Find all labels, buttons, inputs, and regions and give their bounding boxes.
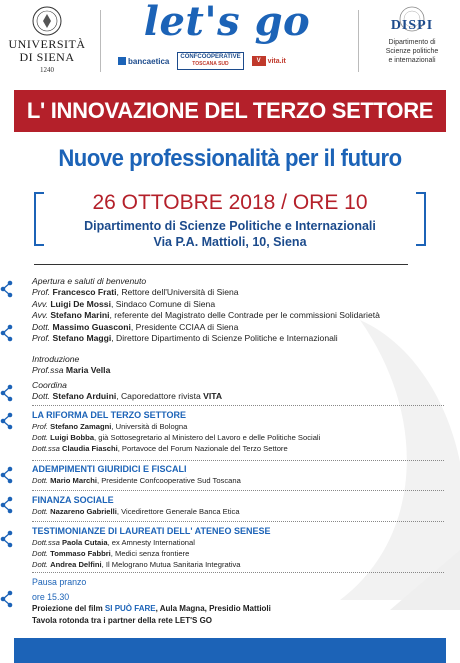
- section-divider: [32, 572, 444, 573]
- share-icon: [0, 412, 14, 430]
- vita-logo: V vita.it: [252, 56, 286, 66]
- section-divider: [32, 490, 444, 491]
- dispi-logo: [372, 6, 452, 65]
- header-divider-right: [358, 10, 359, 72]
- intro-row: Prof.ssa Maria Vella: [32, 365, 111, 376]
- section-heading: LA RIFORMA DEL TERZO SETTORE: [32, 410, 187, 420]
- opening-row: Avv. Stefano Marini, referente del Magistrato delle Contrade per le commissioni Solidarietà: [32, 310, 380, 321]
- header: [0, 0, 460, 82]
- section-heading: ADEMPIMENTI GIURIDICI E FISCALI: [32, 464, 187, 474]
- confcooperative-logo: CONFCOOPERATIVE TOSCANA SUD: [177, 52, 243, 70]
- roundtable: Tavola rotonda tra i partner della rete LET'S GO: [32, 616, 213, 625]
- section-finanza: [32, 494, 452, 517]
- share-icon: [0, 324, 14, 342]
- university-name-line2: DI SIENA: [19, 50, 75, 64]
- dispi-acronym: DISPI: [390, 18, 434, 33]
- intro-block: [32, 354, 452, 377]
- section-divider: [32, 460, 444, 461]
- section-heading: FINANZA SOCIALE: [32, 495, 114, 505]
- section-row: Dott. Mario Marchi, Presidente Confcooperative Sud Toscana: [32, 476, 241, 485]
- event-department: Dipartimento di Scienze Politiche e Internazionali: [84, 219, 376, 233]
- afternoon-time: ore 15.30: [32, 592, 70, 602]
- afternoon-block: [32, 576, 452, 627]
- opening-row: Prof. Stefano Maggi, Direttore Dipartimento di Scienze Politiche e Internazionali: [32, 333, 338, 344]
- section-row: Dott. Luigi Bobba, già Sottosegretario al Ministero del Lavoro e delle Politiche Sociali: [32, 433, 321, 442]
- section-row: Dott.ssa Paola Cutaia, ex Amnesty International: [32, 538, 195, 547]
- section-divider: [32, 521, 444, 522]
- section-row: Dott. Nazareno Gabrielli, Vicedirettore Generale Banca Etica: [32, 507, 240, 516]
- footer-bar: [14, 638, 446, 663]
- share-icon: [0, 384, 14, 402]
- event-date: 26 OTTOBRE 2018 / ORE 10: [92, 191, 368, 214]
- share-icon: [0, 590, 14, 608]
- section-row: Prof. Stefano Zamagni, Università di Bologna: [32, 422, 188, 431]
- section-adempimenti: [32, 463, 452, 486]
- header-rule: [34, 264, 408, 265]
- opening-heading: Apertura e saluti di benvenuto: [32, 276, 147, 286]
- event-address: Via P.A. Mattioli, 10, Siena: [153, 235, 307, 249]
- section-riforma: [32, 409, 452, 454]
- share-icon: [0, 466, 14, 484]
- opening-row: Avv. Luigi De Mossi, Sindaco Comune di Siena: [32, 298, 216, 309]
- section-row: Dott. Tommaso Fabbri, Medici senza frontiere: [32, 549, 190, 558]
- sponsor-logos: [118, 52, 348, 70]
- intro-heading: Introduzione: [32, 354, 80, 364]
- share-icon: [0, 530, 14, 548]
- lunch-break: Pausa pranzo: [32, 577, 87, 587]
- opening-row: Prof. Francesco Frati, Rettore dell'Università di Siena: [32, 287, 239, 298]
- share-icon: [0, 280, 14, 298]
- university-logo: [8, 6, 86, 74]
- opening-block: [32, 276, 452, 344]
- vita-icon: V: [252, 56, 266, 66]
- share-icon: [0, 496, 14, 514]
- bancaetica-icon: [118, 57, 126, 65]
- dispi-name: Dipartimento di Scienze politiche e internazionali: [385, 39, 439, 64]
- event-title: L' INNOVAZIONE DEL TERZO SETTORE: [14, 90, 446, 132]
- section-divider: [32, 405, 444, 406]
- section-heading: TESTIMONIANZE DI LAUREATI DELL' ATENEO SENESE: [32, 526, 271, 536]
- event-subtitle: Nuove professionalità per il futuro: [58, 145, 402, 172]
- opening-row: Dott. Massimo Guasconi, Presidente CCIAA di Siena: [32, 321, 239, 332]
- coord-heading: Coordina: [32, 380, 67, 390]
- coord-block: [32, 380, 452, 403]
- university-seal-icon: [32, 6, 62, 36]
- university-name-line1: UNIVERSITÀ: [8, 37, 86, 51]
- section-row: Dott.ssa Claudia Fiaschi, Portavoce del Forum Nazionale del Terzo Settore: [32, 444, 288, 453]
- coord-row: Dott. Stefano Arduini, Caporedattore rivista VITA: [32, 391, 223, 402]
- header-divider-left: [100, 10, 101, 72]
- section-row: Dott. Andrea Delfini, Il Melograno Mutua Sanitaria Integrativa: [32, 560, 241, 569]
- bancaetica-logo: bancaetica: [118, 57, 169, 66]
- university-year: 1240: [40, 66, 54, 74]
- section-testimonianze: [32, 525, 452, 570]
- film-screening: Proiezione del film SI PUÒ FARE, Aula Magna, Presidio Mattioli: [32, 604, 271, 613]
- event-logo: let's go: [143, 0, 311, 45]
